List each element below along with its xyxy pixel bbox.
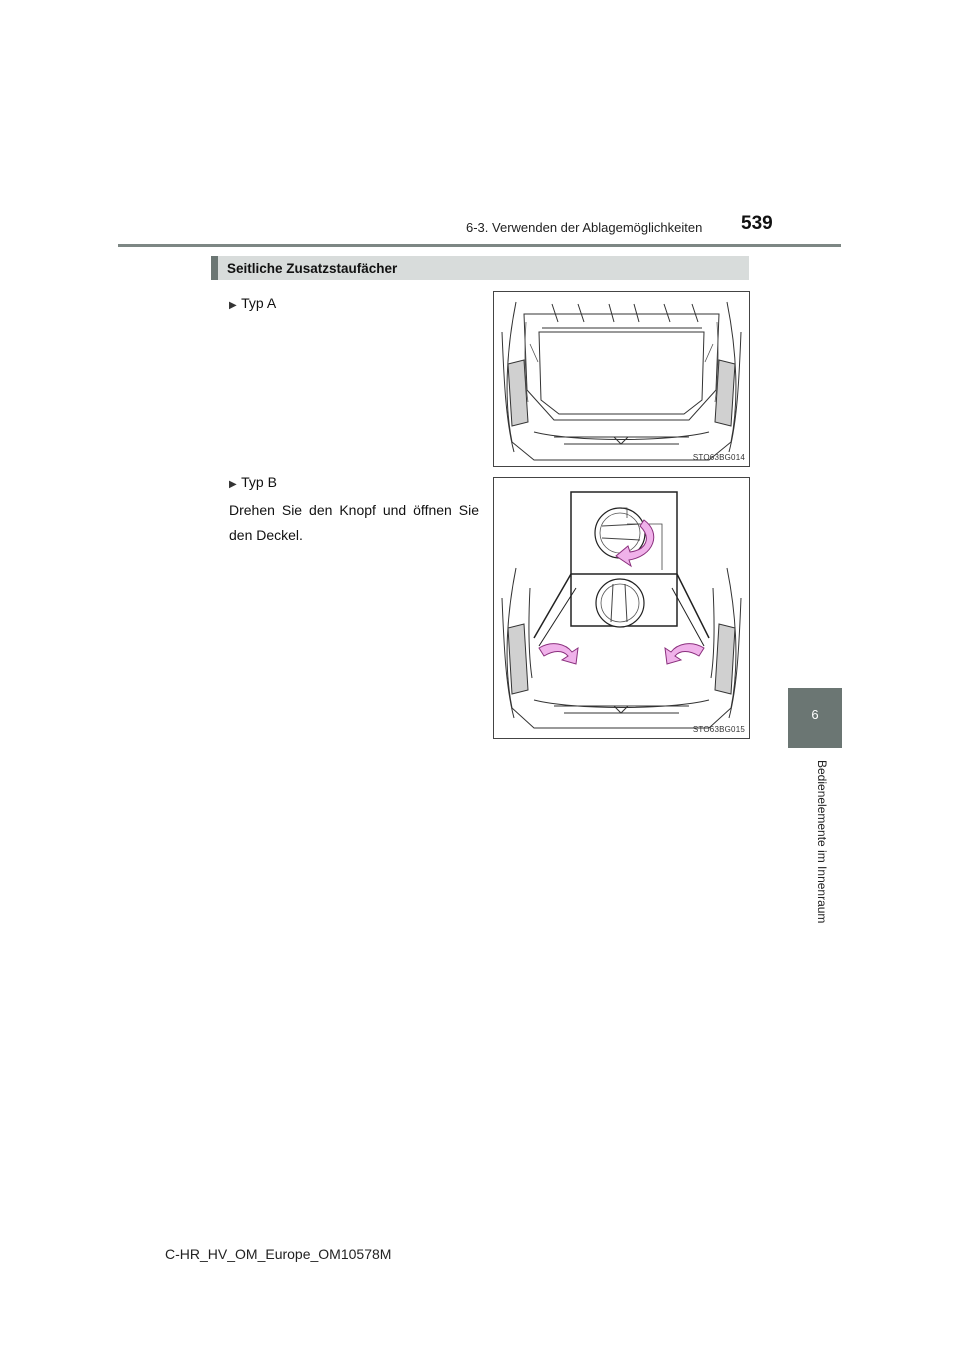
arrow-right-icon: ▶ [229,300,237,311]
figure-luggage-compartment-typ-b [493,477,750,739]
section-box-accent [211,256,218,280]
bullet-label: Typ B [241,474,277,490]
figure-luggage-compartment-typ-a [493,291,750,467]
bullet-label: Typ A [241,295,277,311]
header-rule [118,244,841,247]
luggage-compartment-illustration [494,292,749,466]
side-storage-knob-illustration [494,478,749,738]
figure-code: STO63BG015 [692,725,745,734]
instruction-text: Drehen Sie den Knopf und öffnen Sie den Deckel. [229,502,479,543]
chapter-title: Bedienelemente im Innenraum [815,760,829,924]
footer-document-id: C-HR_HV_OM_Europe_OM10578M [165,1246,392,1262]
bullet-item-typ-b [229,474,277,492]
section-heading: Seitliche Zusatzstaufächer [227,261,398,276]
bullet-item-typ-a [229,295,276,313]
chapter-number: 6 [811,707,819,722]
page-number: 539 [741,213,773,234]
section-title: 6-3. Verwenden der Ablagemöglichkeiten [466,220,703,235]
arrow-right-icon: ▶ [229,479,237,490]
figure-code: STO63BG014 [692,453,745,462]
